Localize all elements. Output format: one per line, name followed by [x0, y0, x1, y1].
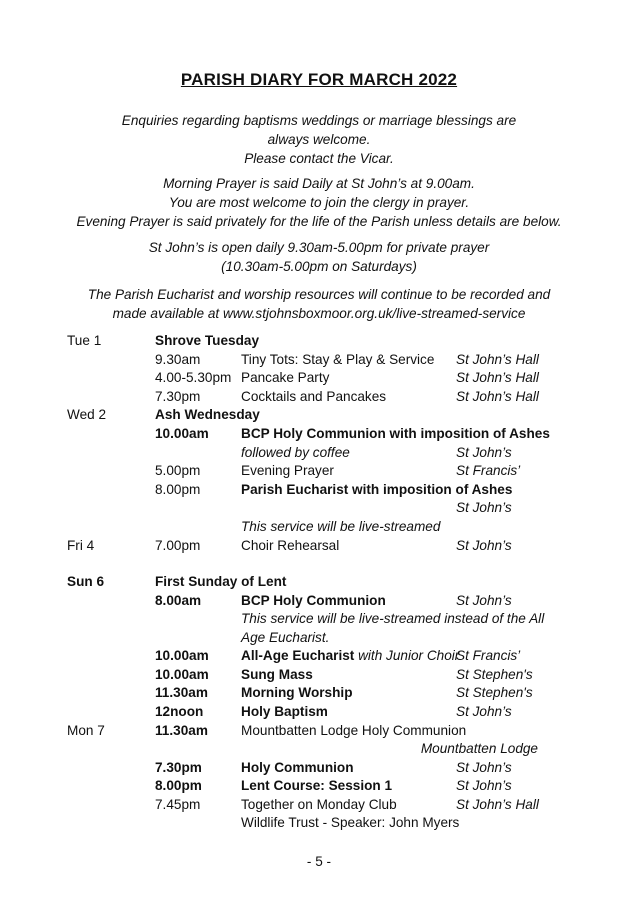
- event-place: St John’s: [456, 500, 512, 515]
- diary-row: [0, 703, 638, 722]
- diary-row: [0, 499, 638, 518]
- event-place: St John’s: [456, 444, 512, 460]
- intro-line: You are most welcome to join the clergy in prayer.: [168, 195, 470, 210]
- event-place: St Stephen's: [456, 666, 533, 682]
- diary-row: [0, 444, 638, 463]
- event-place: St Stephen's: [456, 685, 533, 700]
- event-place: St John’s: [456, 704, 512, 719]
- intro-enquiries: [0, 111, 638, 168]
- event-name: Evening Prayer: [241, 463, 334, 478]
- diary-row: [0, 647, 638, 666]
- event-name: BCP Holy Communion: [241, 592, 386, 608]
- event-note: followed by coffee: [241, 444, 350, 460]
- event-place: St John’s: [456, 759, 512, 775]
- event-name: Choir Rehearsal: [241, 537, 340, 553]
- diary-row: [0, 425, 638, 444]
- event-place: St John’s Hall: [456, 796, 539, 812]
- diary-row: [0, 684, 638, 703]
- day-label: Sun 6: [67, 573, 105, 589]
- diary-row: [0, 777, 638, 796]
- intro-line: Morning Prayer is said Daily at St John’s at 9.00am.: [163, 176, 475, 191]
- page-title: PARISH DIARY FOR MARCH 2022: [180, 70, 458, 89]
- diary-row: [0, 740, 638, 759]
- diary-row: [0, 518, 638, 537]
- event-place: St John’s Hall: [456, 388, 539, 404]
- diary-row: [0, 629, 638, 648]
- event-time: 5.00pm: [155, 463, 201, 478]
- event-name-wrap: [241, 647, 459, 666]
- event-time: 9.30am: [155, 351, 201, 367]
- event-time: 8.00pm: [155, 778, 202, 793]
- diary-row: [0, 332, 638, 351]
- day-title: Shrove Tuesday: [155, 333, 260, 348]
- diary-row: [0, 369, 638, 388]
- event-place: St John’s Hall: [456, 351, 539, 367]
- diary-row: [0, 814, 638, 833]
- event-time: 4.00-5.30pm: [155, 370, 232, 385]
- diary-row: [0, 462, 638, 481]
- event-time: 12noon: [155, 704, 204, 719]
- intro-line: Enquiries regarding baptisms weddings or marriage blessings are: [121, 113, 517, 128]
- event-name: Morning Worship: [241, 685, 353, 700]
- diary-row: [0, 481, 638, 500]
- day-label: Wed 2: [67, 407, 107, 422]
- event-place: St John’s: [456, 592, 512, 608]
- event-note: Wildlife Trust - Speaker: John Myers: [241, 815, 460, 830]
- intro-livestream: [0, 285, 638, 323]
- day-label: Mon 7: [67, 722, 105, 738]
- event-time: 10.00am: [155, 426, 209, 441]
- event-name: All-Age Eucharist: [241, 648, 355, 663]
- event-note: This service will be live-streamed: [241, 519, 441, 534]
- event-note: Age Eucharist.: [241, 629, 330, 645]
- event-place: St John’s Hall: [456, 370, 539, 385]
- event-place: St John’s: [456, 778, 512, 793]
- event-place: St Francis’: [456, 463, 521, 478]
- diary-row: [0, 537, 638, 556]
- event-name: Tiny Tots: Stay & Play & Service: [241, 351, 435, 367]
- event-time: 11.30am: [155, 685, 208, 700]
- diary-row: [0, 759, 638, 778]
- intro-line: always welcome.: [267, 132, 371, 147]
- diary-row: [0, 406, 638, 425]
- intro-prayer: [0, 174, 638, 231]
- intro-opening: [0, 238, 638, 276]
- event-name: BCP Holy Communion with imposition of Ashes: [241, 426, 550, 441]
- event-time: 7.45pm: [155, 796, 201, 812]
- event-note: This service will be live-streamed instead of the All: [241, 611, 545, 626]
- event-time: 10.00am: [155, 666, 209, 682]
- intro-line: Evening Prayer is said privately for the life of the Parish unless details are below.: [76, 214, 562, 229]
- event-place: St Francis’: [456, 648, 521, 663]
- diary-row: [0, 388, 638, 407]
- diary-row: [0, 610, 638, 629]
- page-number: - 5 -: [306, 854, 332, 869]
- day-label: Tue 1: [67, 333, 102, 348]
- event-place: Mountbatten Lodge: [420, 741, 538, 756]
- event-time: 8.00pm: [155, 481, 201, 497]
- event-time: 7.00pm: [155, 537, 201, 553]
- diary-row: [0, 351, 638, 370]
- event-name: Holy Communion: [241, 759, 354, 775]
- event-name: Sung Mass: [241, 666, 313, 682]
- intro-line: The Parish Eucharist and worship resources will continue to be recorded and: [87, 287, 551, 302]
- intro-line: St John’s is open daily 9.30am-5.00pm for private prayer: [148, 240, 490, 255]
- event-name: Cocktails and Pancakes: [241, 388, 387, 404]
- day-label: Fri 4: [67, 537, 95, 553]
- event-name: Holy Baptism: [241, 704, 328, 719]
- event-name: Parish Eucharist with imposition of Ashes: [241, 481, 513, 497]
- event-name: Pancake Party: [241, 370, 330, 385]
- event-time: 7.30pm: [155, 759, 202, 775]
- intro-line: (10.30am-5.00pm on Saturdays): [221, 259, 417, 274]
- intro-line: Please contact the Vicar.: [244, 151, 394, 166]
- event-name-suffix: with Junior Choir: [354, 648, 460, 663]
- event-name: Mountbatten Lodge Holy Communion: [241, 722, 467, 738]
- diary-row: [0, 592, 638, 611]
- day-title: First Sunday of Lent: [155, 573, 287, 589]
- event-name: Lent Course: Session 1: [241, 778, 393, 793]
- diary-row: [0, 722, 638, 741]
- event-time: 10.00am: [155, 648, 209, 663]
- diary-row: [0, 666, 638, 685]
- diary-row: [0, 573, 638, 592]
- event-place: St John’s: [456, 537, 512, 553]
- day-title: Ash Wednesday: [155, 407, 260, 422]
- event-time: 7.30pm: [155, 388, 201, 404]
- event-time: 8.00am: [155, 592, 202, 608]
- intro-line: made available at www.stjohnsboxmoor.org.uk/live-streamed-service: [112, 306, 526, 321]
- event-time: 11.30am: [155, 722, 208, 738]
- diary-row: [0, 796, 638, 815]
- event-name: Together on Monday Club: [241, 796, 397, 812]
